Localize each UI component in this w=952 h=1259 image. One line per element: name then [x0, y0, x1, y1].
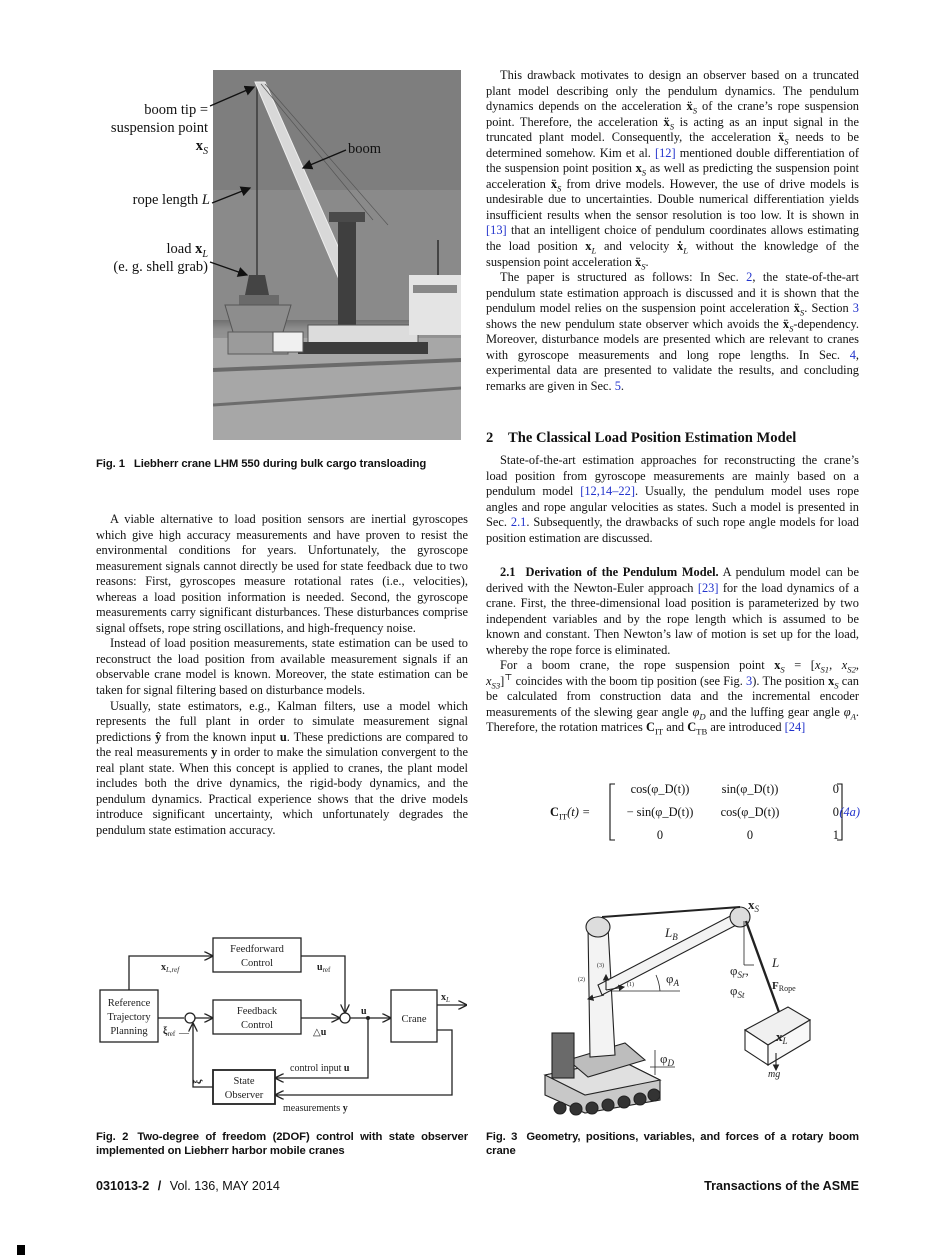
svg-text:Trajectory: Trajectory [107, 1012, 151, 1023]
svg-text:(2): (2) [578, 977, 585, 983]
right-column-text [486, 68, 859, 394]
page-footer [96, 1179, 859, 1193]
page-id: 031013-2 [96, 1179, 150, 1193]
paragraph: This drawback motivates to design an observer based on a truncated plant model describing only the pendulum dynamics. The pendulum dynamics depends on the acceleration ẍ$_S$ of the crane’s rope suspension point. Therefore, the acceleration ẍ$_S$ is acting as an input signal in the truncated plant model. Consequently, the acceleration ẍ$_S$ needs to be determined somehow. Kim et al. [12] mentioned double differentiation of the suspension point position $x_S$ as well as predicting the suspension point acceleration ẍ$_S$ from drive models. However, the use of drive models is undesirable due to uncertainties. Double numerical differentiation yields insufficient results when the sensor resolution is too low. It is shown in [13] that an intelligent choice of pendulum coordinates allows estimating the load position $x_L$ and velocity ẋ$_L$ without the knowledge of the suspension point acceleration ẍ$_S$. [486, 68, 860, 272]
svg-text:u: u [361, 1006, 367, 1017]
section-number: 2 [486, 430, 494, 446]
figure-link[interactable]: 3 [746, 673, 753, 688]
figure-1-caption-text: Liebherr crane LHM 550 during bulk cargo transloading [133, 458, 427, 470]
svg-text:xL: $x_L$ [441, 992, 450, 1004]
section-link[interactable]: 5 [614, 378, 621, 393]
label-load: load $x_L$ (e. g. shell grab) [113, 241, 208, 275]
section-heading [486, 430, 859, 447]
citation-link[interactable]: [23] [697, 580, 719, 595]
paragraph: The paper is structured as follows: In Sec. 2, the state-of-the-art pendulum state estimation approach is discussed and it is shown that the pendulum model relies on the suspension point acceleration ẍ$_S$. Section 3 shows the new pendulum state observer which avoids the ẍ$_S$-dependency. Moreover, disturbance models are presented which are relevant to cranes with gyroscope measurements and long rope lengths. In Sec. 4, experimental data are presented to validate the results, and concluding remarks are given in Sec. 5. [486, 270, 859, 393]
section-link[interactable]: 2 [746, 270, 753, 285]
citation-link[interactable]: [12] [654, 145, 676, 160]
figure-3-caption [486, 1130, 859, 1158]
section-link[interactable]: 4 [849, 347, 856, 362]
citation-link[interactable]: [13] [486, 223, 507, 238]
label-xs: $x_S$ [195, 138, 208, 157]
figure-2-block-diagram [95, 930, 467, 1120]
svg-text:control input u: control input u [290, 1063, 350, 1074]
svg-text:ξ: ξ [193, 1079, 204, 1084]
svg-text:uref: $u_{ref}$ [317, 962, 331, 974]
svg-text:(1): (1) [627, 982, 634, 988]
section-link[interactable]: 2.1 [510, 515, 527, 530]
svg-text:mg: mg [768, 1069, 781, 1080]
figure-1-caption [96, 457, 468, 471]
figure-2-caption [96, 1130, 468, 1158]
svg-text:Feedforward: Feedforward [230, 944, 284, 955]
svg-text:State: State [233, 1076, 255, 1087]
svg-text:—: — [179, 1028, 189, 1039]
volume-info: Vol. 136, MAY 2014 [169, 1179, 280, 1193]
subsection-number: 2.1 [500, 565, 516, 579]
svg-text:Control: Control [240, 958, 274, 969]
svg-text:Feedback: Feedback [236, 1006, 278, 1017]
svg-text:xL,ref: $x_{L,ref}$ [161, 962, 180, 974]
matrix-row-1: cos(φ_D(t)) sin(φ_D(t)) 0 [630, 782, 839, 796]
left-column-text [96, 512, 468, 838]
subsection-2-1-text [486, 565, 859, 736]
figure-1 [90, 70, 465, 442]
figure-2-caption-text: Two-degree of freedom (2DOF) control with state observer implemented on Liebherr harbor mobile cranes [96, 1131, 469, 1157]
svg-text:Control: Control [240, 1020, 274, 1031]
matrix-row-2: − sin(φ_D(t)) cos(φ_D(t)) 0 [626, 805, 839, 819]
svg-text:xL: $x_L$ [776, 1029, 788, 1046]
svg-text:xS: $x_S$ [748, 897, 759, 914]
svg-text:(3): (3) [597, 963, 604, 969]
figure-2-caption-label: Fig. 2 [96, 1131, 129, 1143]
section-2-text [486, 453, 859, 546]
svg-text:ξref: $\xi_{ref}$ [163, 1026, 176, 1038]
paragraph: A viable alternative to load position sensors are inertial gyroscopes which give high accuracy measurements and have proven to resist the environmental conditions for years. Unfortunately, the gyroscope measurement signals cannot directly be used for state feedback due to two reasons: First, gyroscopes measure rotational rates (i.e., velocities), whereas a load position information is needed. Second, the gyroscope measurements carry significant disturbances. These disturbances comprise signal offsets, rope string oscillations, and high-frequency noise. [96, 512, 468, 635]
svg-text:φSr,: $\varphi_{Sr}$, [730, 963, 749, 980]
paragraph: 2.1 Derivation of the Pendulum Model. A pendulum model can be derived with the Newton-Euler approach [23] for the load dynamics of a crane. First, the three-dimensional load position is parameterized by two independent variables and by the rope length which is assumed to be known and constant. Then Newton’s law of motion is set up for the load, whereby the rope force is eliminated. [486, 565, 860, 657]
matrix-row-3: 0 0 1 [656, 828, 839, 842]
svg-text:LB: $L_B$ [665, 925, 678, 942]
journal-name: Transactions of the ASME [704, 1179, 859, 1193]
svg-text:φSt: $\varphi_{St}$ [730, 983, 745, 1000]
svg-text:φD: $\varphi_D$ [660, 1051, 675, 1068]
figure-3-crane-geometry [540, 895, 820, 1125]
section-link[interactable]: 3 [852, 301, 859, 316]
paragraph: Instead of load position measurements, state estimation can be used to reconstruct the load position from available measurement signals if an observable crane model is known. Moreover, the state estimation can be taken for signal filtering based on disturbance models. [96, 636, 468, 698]
svg-text:Crane: Crane [401, 1014, 427, 1025]
footer-separator: / [157, 1179, 162, 1193]
figure-3-caption-label: Fig. 3 [486, 1131, 518, 1143]
svg-text:L: L [772, 955, 780, 970]
subsection-title: Derivation of the Pendulum Model. [525, 565, 719, 579]
citation-link[interactable]: [24] [784, 720, 806, 735]
svg-text:△u: △u [313, 1027, 327, 1038]
figure-1-caption-label: Fig. 1 [96, 458, 125, 470]
svg-text:φA: $\varphi_A$ [666, 971, 680, 988]
figure-3-caption-text: Geometry, positions, variables, and forces of a rotary boom crane [486, 1131, 859, 1157]
equation-number[interactable]: (4a) [839, 805, 860, 819]
label-suspension-point-text: suspension point [110, 120, 208, 136]
svg-text:Reference: Reference [107, 998, 151, 1009]
svg-text:measurements y: measurements y [283, 1103, 348, 1114]
paragraph: State-of-the-art estimation approaches for reconstructing the crane’s load position from gyroscope measurements are mainly based on a pendulum model [12,14–22]. Usually, the pendulum model uses rope angles and rope angular velocities as states. Such a model is presented in Sec. 2.1. Subsequently, the drawbacks of such rope angle models for load position estimation are discussed. [486, 453, 859, 545]
label-rope-length: rope length L [132, 192, 210, 208]
svg-text:Observer: Observer [224, 1090, 264, 1101]
label-boom: boom [348, 141, 382, 157]
paragraph: Usually, state estimators, e.g., Kalman filters, use a model which represents the full plant in order to simulate measurement signal predictions ŷ from the known input u. These predictions are compared to the real measurements y in order to make the simulation convergent to the real plant state. When this concept is applied to cranes, the plant model includes both the drive dynamics, the rigid-body dynamics, and the pendulum dynamics. Practical experience shows that the drive models introduce significant uncertainty, which unfortunately degrades the pendulum state estimation accuracy. [96, 698, 468, 837]
paragraph: For a boom crane, the rope suspension point $x_S = [x_{S1}$, $x_{S2}$, $x_{S3}]^⊤$ coincides with the boom tip position (see Fig. 3). The position $x_S$ can be calculated from construction data and the incremental encoder measurements of the slewing gear angle $\varphi_D$ and the luffing gear angle $\varphi_A$. Therefore, the rotation matrices $C_{IT}$ and $C_{TB}$ are introduced [24] [486, 658, 859, 737]
figure-1-arrows [90, 70, 465, 442]
footer-left [96, 1179, 280, 1193]
corner-mark [17, 1245, 25, 1255]
equation-4a [550, 780, 860, 846]
label-boom-tip-text: boom tip = [144, 102, 208, 118]
citation-link[interactable]: [12,14–22] [580, 484, 635, 499]
section-title: The Classical Load Position Estimation Model [508, 430, 797, 446]
svg-text:FRope: FRope [772, 980, 796, 993]
svg-text:Planning: Planning [110, 1026, 148, 1037]
equation-lhs: $C_{IT}(t)$ = [550, 805, 591, 822]
